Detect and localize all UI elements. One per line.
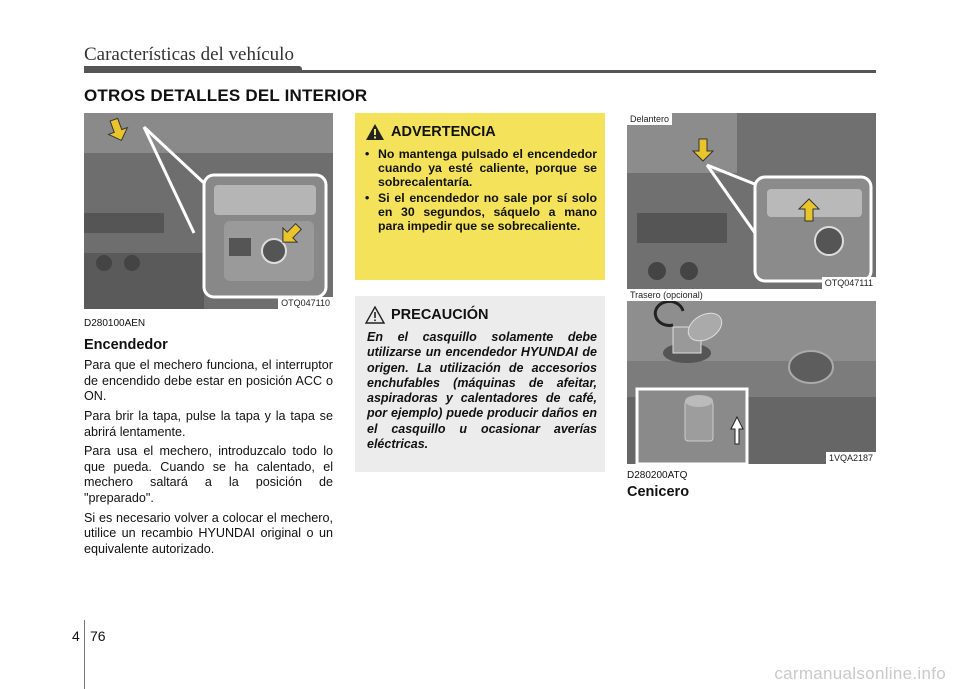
section-title: OTROS DETALLES DEL INTERIOR [84, 86, 368, 105]
photo-caption-rear: Trasero (opcional) [627, 289, 706, 301]
footer-divider [84, 620, 85, 689]
chapter-title: Características del vehículo [84, 44, 294, 65]
paragraph: Si es necesario volver a colocar el mechero, utilice un recambio HYUNDAI original o un equivalente autorizado. [84, 510, 333, 556]
caution-title: PRECAUCIÓN [391, 307, 489, 323]
ashtray-title: Cenicero [627, 484, 690, 500]
paragraph: Para usa el mechero, introduzcalo todo lo que pueda. Cuando se ha calentado, el mechero saltará a la posición de "preparado". [84, 444, 333, 505]
paragraph: Para brir la tapa, pulse la tapa y la tapa se abrirá lentamente. [84, 408, 333, 439]
front-ashtray-photo [627, 113, 876, 289]
photo-label: OTQ047111 [822, 277, 876, 289]
warning-list [363, 147, 597, 233]
lighter-title: Encendedor [84, 336, 168, 353]
caution-text: En el casquillo solamente debe utilizarse un encendedor HYUNDAI de origen. La utilización de accesorios enchufables (máquinas de afeitar, aspiradoras y calentadores de café, por ejemplo) puede producir daños en el casquillo u ocasionar averías eléctricas. [367, 330, 597, 452]
warning-icon [365, 123, 385, 141]
caution-icon [365, 306, 385, 324]
rear-ashtray-illustration [627, 289, 876, 464]
page-number: 76 [90, 628, 106, 644]
header-rule [84, 70, 876, 73]
warning-box [355, 113, 605, 280]
warning-header [365, 123, 597, 141]
rear-ashtray-photo [627, 289, 876, 464]
watermark: carmanualsonline.info [774, 664, 946, 683]
caution-box [355, 296, 605, 472]
lighter-photo [84, 113, 333, 309]
photo-label: OTQ047110 [278, 297, 333, 309]
warning-title: ADVERTENCIA [391, 124, 496, 140]
section-code: D280100AEN [84, 318, 146, 329]
lighter-section [84, 316, 333, 561]
warning-item: • Si el encendedor no sale por sí solo en 30 segundos, sáquelo a mano para impedir que se sobrecaliente. [363, 191, 597, 233]
paragraph: Para que el mechero funciona, el interruptor de encendido debe estar en posición ACC o ON. [84, 358, 333, 404]
photo-caption-front: Delantero [627, 113, 672, 125]
lighter-illustration [84, 113, 333, 309]
warning-item: • No mantenga pulsado el encendedor cuando ya esté caliente, porque se sobrecalentaría. [363, 147, 597, 189]
caution-header [365, 306, 597, 324]
section-code: D280200ATQ [627, 470, 688, 481]
page-chapter: 4 [72, 628, 80, 644]
photo-label: 1VQA2187 [826, 452, 876, 464]
front-ashtray-illustration [627, 113, 876, 289]
